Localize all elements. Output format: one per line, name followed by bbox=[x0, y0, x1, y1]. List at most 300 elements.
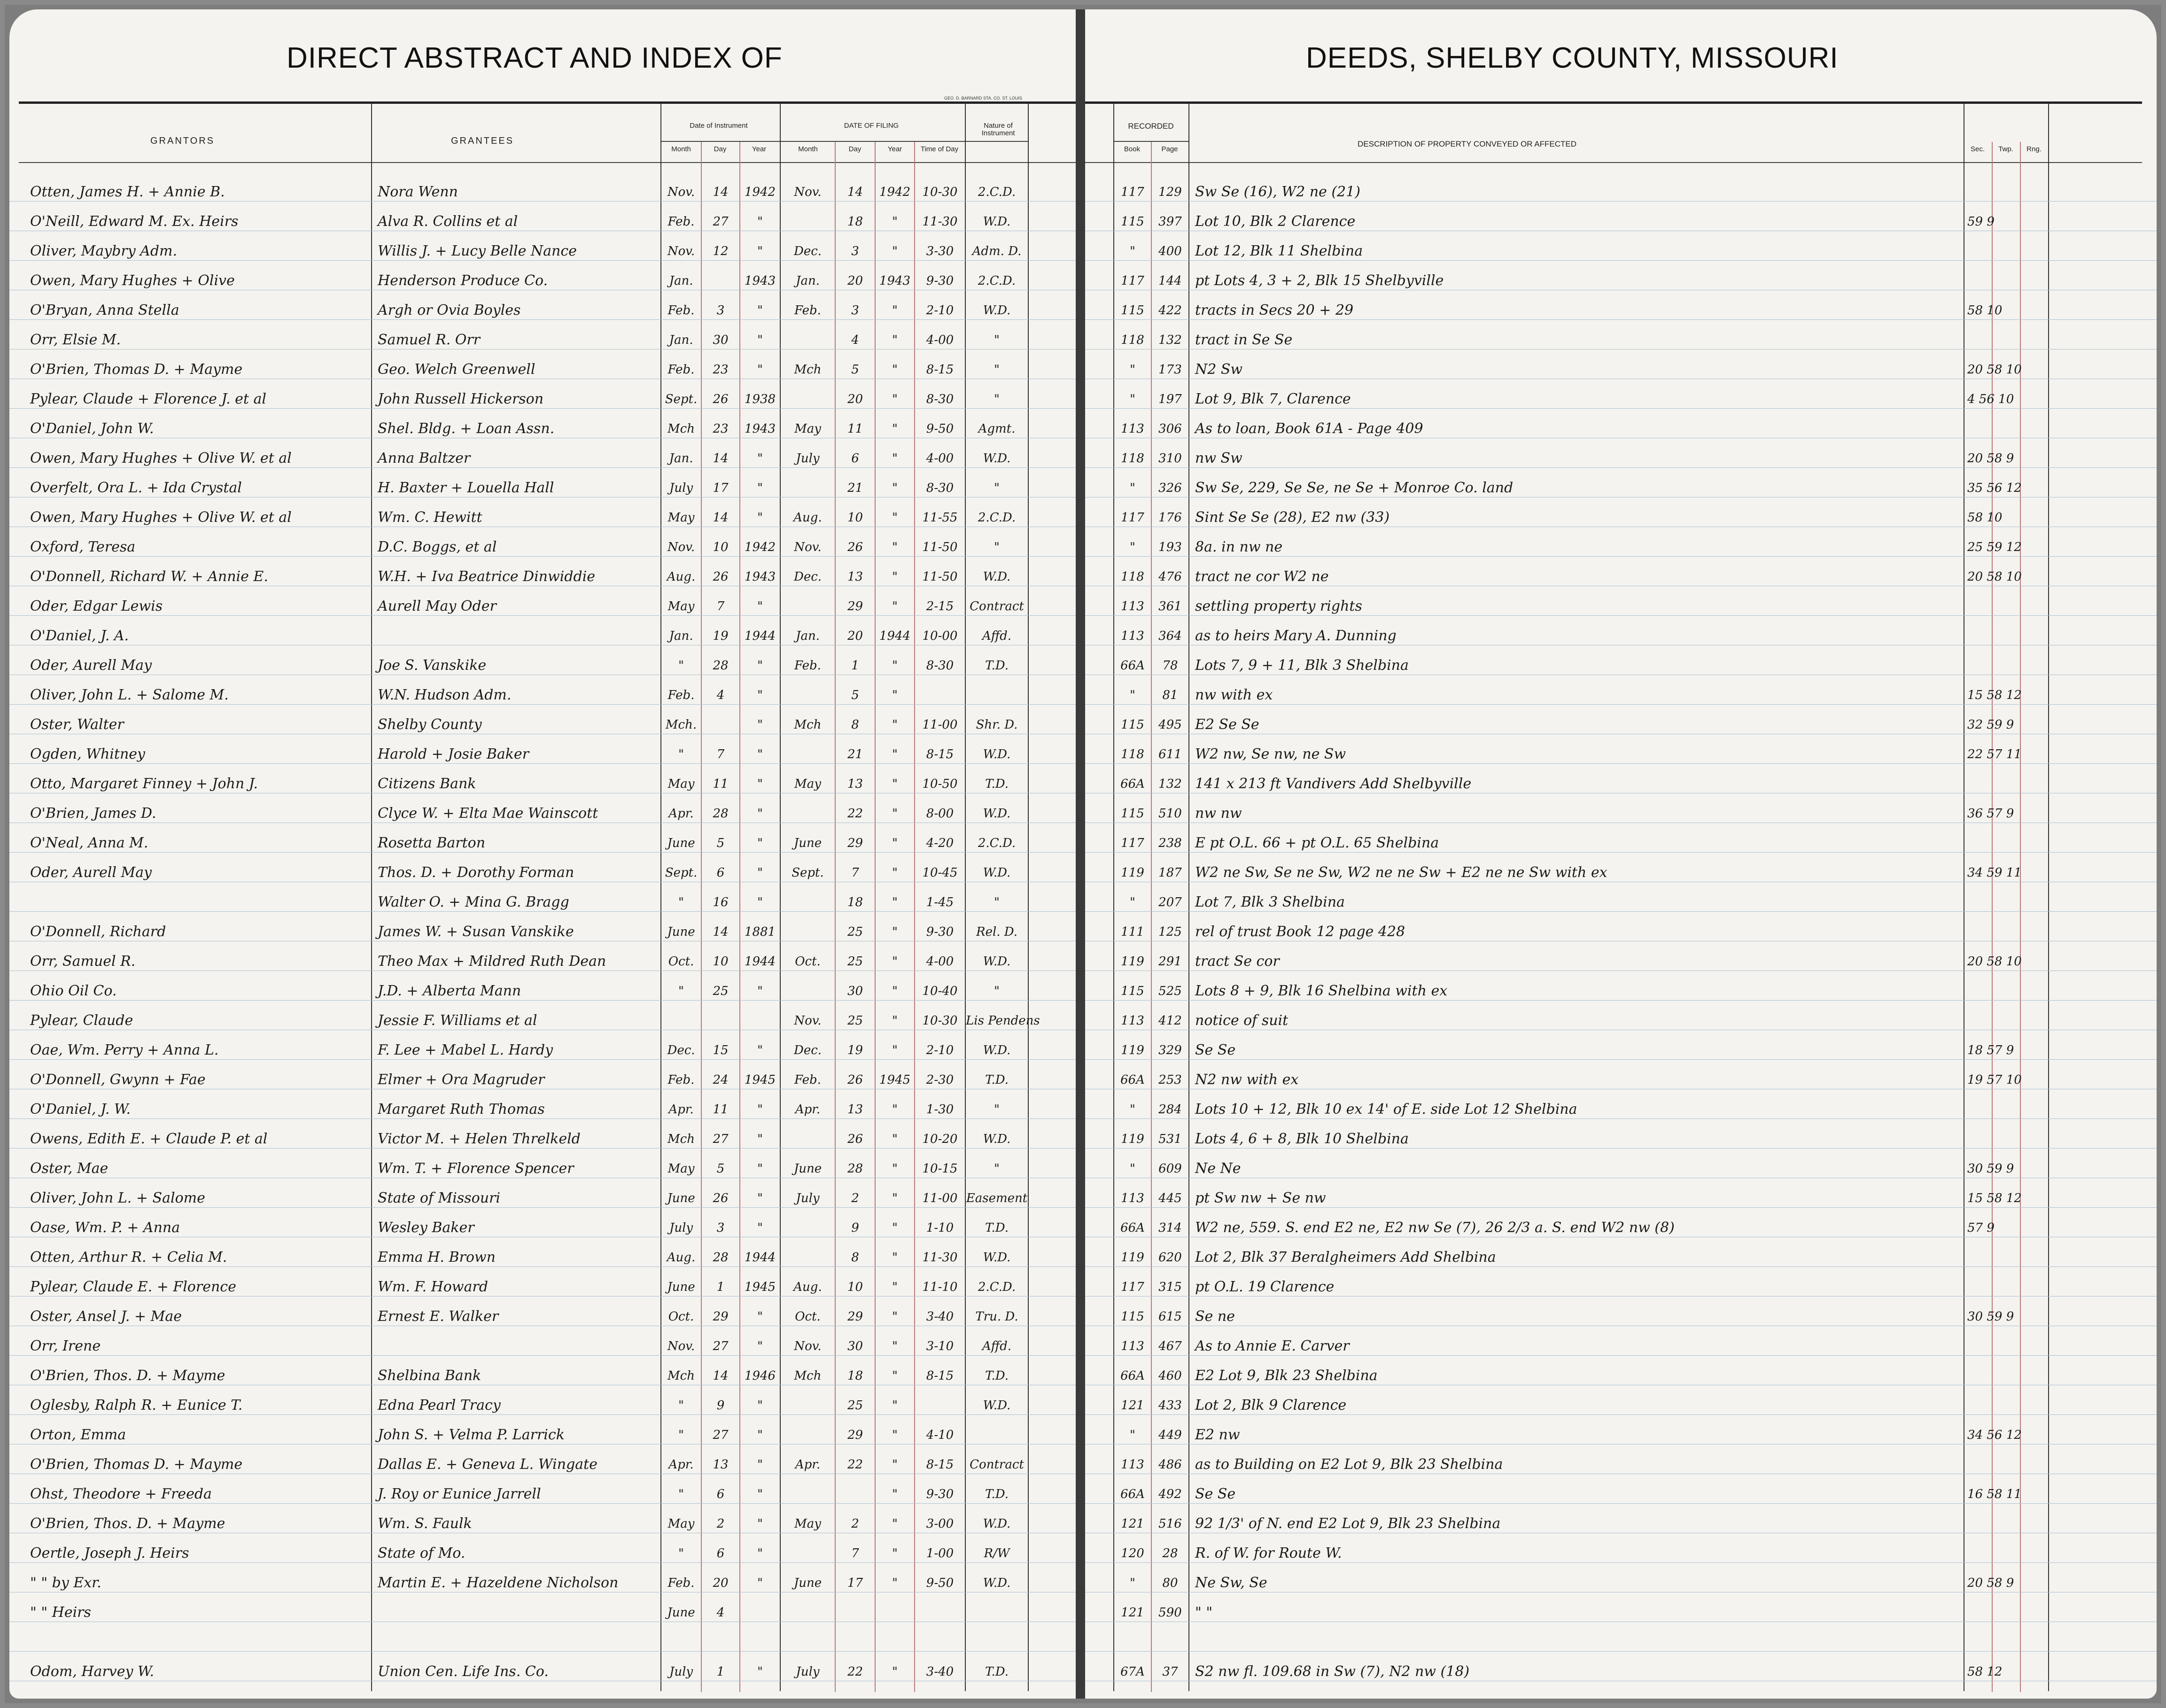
ledger-row bbox=[1085, 1308, 2157, 1326]
filing-month-cell bbox=[781, 982, 835, 1000]
instrument-year-cell: 1942 bbox=[744, 185, 776, 199]
sec-twp-rng-cell bbox=[1967, 1604, 2047, 1622]
instrument-month-cell: " bbox=[678, 1487, 684, 1501]
sec-twp-rng-cell bbox=[1967, 1278, 2047, 1296]
filing-month-cell bbox=[781, 479, 835, 497]
sec-twp-rng-cell: 58 10 bbox=[1967, 303, 2003, 318]
filing-month-cell bbox=[781, 745, 835, 763]
book-cell: 118 bbox=[1121, 570, 1144, 584]
filing-day-cell: 18 bbox=[847, 895, 863, 909]
filing-year-cell bbox=[876, 1633, 914, 1651]
instrument-year-cell: " bbox=[757, 659, 763, 673]
page-cell: 28 bbox=[1162, 1546, 1178, 1560]
instrument-day-cell: 26 bbox=[713, 392, 729, 406]
instrument-day-cell: 5 bbox=[716, 1162, 725, 1176]
instrument-year-cell: " bbox=[757, 718, 763, 732]
book-cell bbox=[1114, 1633, 1151, 1651]
instrument-year-cell: " bbox=[757, 747, 763, 761]
instrument-year-cell: " bbox=[757, 688, 763, 702]
filing-year-cell: " bbox=[892, 718, 898, 732]
sec-twp-rng-cell bbox=[1967, 1249, 2047, 1266]
instrument-month-cell: Nov. bbox=[667, 244, 695, 258]
page-cell: 193 bbox=[1158, 540, 1182, 554]
nature-of-instrument-cell: T.D. bbox=[985, 659, 1009, 673]
instrument-month-cell: June bbox=[667, 1191, 695, 1205]
grantee-cell: Victor M. + Helen Threlkeld bbox=[378, 1131, 581, 1147]
sec-twp-rng-cell bbox=[1967, 893, 2047, 911]
filing-day-cell: 26 bbox=[847, 1073, 863, 1087]
nature-of-instrument-cell: W.D. bbox=[983, 1398, 1011, 1413]
sec-twp-rng-cell bbox=[1967, 272, 2047, 290]
filing-month-cell: Oct. bbox=[795, 1310, 821, 1324]
ledger-row bbox=[9, 864, 1076, 882]
ledger-row bbox=[1085, 745, 2157, 764]
filing-day-cell: 3 bbox=[851, 303, 859, 318]
nature-of-instrument-cell: Adm. D. bbox=[972, 244, 1022, 258]
ledger-row bbox=[9, 302, 1076, 320]
book-cell: 66A bbox=[1120, 659, 1145, 673]
grantor-cell: Otto, Margaret Finney + John J. bbox=[30, 776, 258, 792]
ledger-row bbox=[1085, 390, 2157, 409]
grantee-cell bbox=[376, 1604, 660, 1622]
grantee-cell: Aurell May Oder bbox=[378, 598, 497, 614]
grantee-cell: John S. + Velma P. Larrick bbox=[378, 1427, 565, 1443]
grantor-cell: Oder, Aurell May bbox=[30, 657, 152, 674]
nature-of-instrument-cell: " bbox=[994, 333, 1000, 347]
filing-day-cell: 13 bbox=[847, 570, 863, 584]
ledger-row bbox=[1085, 213, 2157, 231]
page-cell: 486 bbox=[1158, 1458, 1182, 1472]
filing-year-cell: " bbox=[892, 747, 898, 761]
sec-twp-rng-cell: 30 59 9 bbox=[1967, 1162, 2014, 1176]
filing-year-cell: 1942 bbox=[879, 185, 911, 199]
description-cell: Se Se bbox=[1195, 1042, 1236, 1058]
time-of-day-cell: 10-00 bbox=[922, 629, 958, 643]
filing-month-cell: Dec. bbox=[793, 1043, 822, 1057]
filing-day-cell: 30 bbox=[847, 984, 863, 998]
instrument-day-cell: 24 bbox=[713, 1073, 729, 1087]
grantee-cell: Margaret Ruth Thomas bbox=[378, 1101, 545, 1118]
instrument-month-cell: Mch. bbox=[665, 718, 697, 732]
page-cell: 253 bbox=[1158, 1073, 1182, 1087]
filing-month-cell: Feb. bbox=[794, 303, 821, 318]
instrument-month-cell: May bbox=[668, 599, 695, 613]
instrument-day-cell: 4 bbox=[716, 1606, 725, 1620]
nature-of-instrument-cell: Lis Pendens bbox=[966, 1014, 1040, 1028]
nature-of-instrument-cell: T.D. bbox=[985, 777, 1009, 791]
instrument-day-cell: 25 bbox=[713, 984, 729, 998]
ledger-row bbox=[1085, 1041, 2157, 1060]
sec-twp-rng-cell: 22 57 11 bbox=[1967, 747, 2022, 761]
filing-month-cell bbox=[781, 390, 835, 408]
book-cell: " bbox=[1130, 1576, 1135, 1590]
grantor-cell: Orr, Elsie M. bbox=[30, 332, 121, 348]
time-of-day-cell: 4-10 bbox=[926, 1428, 954, 1442]
page-cell: 400 bbox=[1158, 244, 1182, 258]
grantor-cell: Ogden, Whitney bbox=[30, 746, 145, 762]
instrument-month-cell: June bbox=[667, 925, 695, 939]
time-of-day-cell: 11-50 bbox=[922, 570, 958, 584]
page-cell: 422 bbox=[1158, 303, 1182, 318]
instrument-year-cell: " bbox=[757, 1191, 763, 1205]
grantor-cell: Oder, Edgar Lewis bbox=[30, 598, 163, 614]
nature-of-instrument-cell: " bbox=[994, 984, 1000, 998]
instrument-year-cell: 1944 bbox=[744, 1250, 776, 1265]
filing-month-cell bbox=[781, 1249, 835, 1266]
time-of-day-cell bbox=[915, 1397, 965, 1414]
instrument-year-cell: " bbox=[757, 1043, 763, 1057]
instrument-year-cell: " bbox=[757, 1458, 763, 1472]
description-cell: Sw Se (16), W2 ne (21) bbox=[1195, 184, 1360, 200]
ledger-row bbox=[1085, 1337, 2157, 1356]
nature-of-instrument-cell: Affd. bbox=[982, 1339, 1012, 1353]
description-cell: rel of trust Book 12 page 428 bbox=[1195, 924, 1405, 940]
grantee-cell: State of Missouri bbox=[378, 1190, 500, 1206]
page-cell: 315 bbox=[1158, 1280, 1182, 1294]
instrument-day-cell: 15 bbox=[713, 1043, 729, 1057]
instrument-day-cell: 6 bbox=[716, 1487, 725, 1501]
nature-of-instrument-cell: W.D. bbox=[983, 1576, 1011, 1590]
instrument-year-cell: " bbox=[757, 511, 763, 525]
description-cell: tract ne cor W2 ne bbox=[1195, 568, 1329, 585]
ledger-row bbox=[9, 1397, 1076, 1415]
description-cell: 141 x 213 ft Vandivers Add Shelbyville bbox=[1195, 776, 1472, 792]
page-cell: 476 bbox=[1158, 570, 1182, 584]
filing-year-cell: " bbox=[892, 570, 898, 584]
instrument-month-cell: June bbox=[667, 1606, 695, 1620]
nature-of-instrument-cell: W.D. bbox=[983, 1043, 1011, 1057]
instrument-day-cell bbox=[702, 1012, 739, 1030]
page-cell: 449 bbox=[1158, 1428, 1182, 1442]
time-of-day-cell: 8-15 bbox=[926, 363, 954, 377]
description-cell: R. of W. for Route W. bbox=[1195, 1545, 1342, 1561]
ledger-row bbox=[1085, 1426, 2157, 1444]
instrument-year-cell: " bbox=[757, 1517, 763, 1531]
instrument-month-cell: Sept. bbox=[665, 392, 698, 406]
sec-twp-rng-cell: 58 12 bbox=[1967, 1665, 2003, 1679]
time-of-day-cell: 9-50 bbox=[926, 422, 954, 436]
grantor-cell: Oglesby, Ralph R. + Eunice T. bbox=[30, 1397, 243, 1413]
instrument-year-cell: " bbox=[757, 1398, 763, 1413]
twp-header: Twp. bbox=[1998, 145, 2013, 153]
grantee-cell: Theo Max + Mildred Ruth Dean bbox=[378, 953, 606, 970]
grantee-cell: Shelbina Bank bbox=[378, 1367, 481, 1384]
ledger-row bbox=[9, 598, 1076, 616]
instrument-month-cell: Feb. bbox=[668, 303, 695, 318]
sec-twp-rng-cell: 57 9 bbox=[1967, 1221, 1995, 1235]
description-cell: Se Se bbox=[1195, 1486, 1236, 1502]
instrument-month-cell: " bbox=[678, 747, 684, 761]
filing-month-cell bbox=[781, 1485, 835, 1503]
ledger-row bbox=[9, 1456, 1076, 1474]
filing-day-cell: 9 bbox=[851, 1221, 859, 1235]
time-of-day-cell: 11-30 bbox=[922, 1250, 958, 1265]
instrument-day-cell: 23 bbox=[713, 363, 729, 377]
page-cell: 80 bbox=[1162, 1576, 1178, 1590]
grantor-cell: Oliver, John L. + Salome bbox=[30, 1190, 205, 1206]
grantor-cell: O'Daniel, J. A. bbox=[30, 628, 129, 644]
filing-month-cell: Mch bbox=[794, 1369, 822, 1383]
instrument-year-cell: " bbox=[757, 303, 763, 318]
filing-day-cell: 26 bbox=[847, 540, 863, 554]
page-cell: 397 bbox=[1158, 215, 1182, 229]
grantor-cell: O'Daniel, J. W. bbox=[30, 1101, 131, 1118]
ledger-row bbox=[9, 1130, 1076, 1149]
ledger-row bbox=[9, 1160, 1076, 1178]
instrument-day-header: Day bbox=[714, 145, 727, 153]
sec-twp-rng-cell bbox=[1967, 834, 2047, 852]
book-cell: " bbox=[1130, 481, 1135, 495]
description-cell: E pt O.L. 66 + pt O.L. 65 Shelbina bbox=[1195, 835, 1439, 851]
grantor-cell: Pylear, Claude bbox=[30, 1012, 133, 1029]
instrument-day-cell: 3 bbox=[716, 303, 725, 318]
time-of-day-cell: 9-30 bbox=[926, 925, 954, 939]
filing-day-cell: 4 bbox=[851, 333, 859, 347]
instrument-day-cell: 11 bbox=[713, 777, 729, 791]
page-cell: 132 bbox=[1158, 333, 1182, 347]
time-of-day-cell: 3-40 bbox=[926, 1310, 954, 1324]
nature-of-instrument-cell: 2.C.D. bbox=[978, 185, 1016, 199]
grantee-cell: Willis J. + Lucy Belle Nance bbox=[378, 243, 577, 259]
grantee-cell: Henderson Produce Co. bbox=[378, 272, 548, 289]
right-ledger-page bbox=[1085, 9, 2157, 1699]
ledger-row bbox=[1085, 1101, 2157, 1119]
grantee-cell: Clyce W. + Elta Mae Wainscott bbox=[378, 805, 598, 822]
filing-month-cell bbox=[781, 1397, 835, 1414]
instrument-year-cell: " bbox=[757, 1339, 763, 1353]
nature-of-instrument-cell: Agmt. bbox=[978, 422, 1016, 436]
ledger-row bbox=[1085, 1012, 2157, 1030]
filing-day-cell: 3 bbox=[851, 244, 859, 258]
filing-day-cell: 8 bbox=[851, 718, 859, 732]
grantor-cell: Oxford, Teresa bbox=[30, 539, 136, 555]
filing-month-cell: July bbox=[796, 451, 820, 466]
instrument-day-cell: 19 bbox=[713, 629, 729, 643]
right-page-title: DEEDS, SHELBY COUNTY, MISSOURI bbox=[1306, 42, 1839, 74]
grantee-cell: Elmer + Ora Magruder bbox=[378, 1071, 545, 1088]
description-cell: Lot 10, Blk 2 Clarence bbox=[1195, 213, 1356, 230]
instrument-day-cell: 1 bbox=[716, 1280, 725, 1294]
ledger-row bbox=[9, 450, 1076, 468]
filing-year-cell: " bbox=[892, 511, 898, 525]
time-of-day-cell: 10-50 bbox=[922, 777, 958, 791]
grantee-cell: Jessie F. Williams et al bbox=[378, 1012, 537, 1029]
book-cell: 120 bbox=[1121, 1546, 1144, 1560]
filing-month-cell: Oct. bbox=[795, 955, 821, 969]
instrument-month-cell: July bbox=[669, 1221, 693, 1235]
time-of-day-cell: 2-15 bbox=[926, 599, 954, 613]
grantee-cell: Wesley Baker bbox=[378, 1219, 474, 1236]
filing-day-cell bbox=[836, 1485, 875, 1503]
filing-day-cell: 25 bbox=[847, 955, 863, 969]
time-of-day-cell: 8-15 bbox=[926, 1369, 954, 1383]
time-of-day-cell: 11-00 bbox=[922, 1191, 958, 1205]
time-of-day-cell: 1-00 bbox=[926, 1546, 954, 1560]
nature-of-instrument-cell: W.D. bbox=[983, 570, 1011, 584]
book-cell: 115 bbox=[1121, 984, 1144, 998]
description-cell bbox=[1193, 1633, 1961, 1651]
sec-twp-rng-cell: 20 58 9 bbox=[1967, 451, 2014, 466]
time-of-day-cell: 3-00 bbox=[926, 1517, 954, 1531]
filing-month-cell: Sept. bbox=[792, 866, 824, 880]
grantor-cell: O'Donnell, Gwynn + Fae bbox=[30, 1071, 206, 1088]
filing-year-cell: " bbox=[892, 1487, 898, 1501]
sec-twp-rng-cell bbox=[1967, 1633, 2047, 1651]
description-cell: tracts in Secs 20 + 29 bbox=[1195, 302, 1354, 318]
instrument-month-cell: Apr. bbox=[668, 1102, 694, 1117]
filing-day-cell: 30 bbox=[847, 1339, 863, 1353]
instrument-month-cell: Feb. bbox=[668, 1073, 695, 1087]
grantor-cell: Owen, Mary Hughes + Olive bbox=[30, 272, 235, 289]
filing-month-cell bbox=[781, 1633, 835, 1651]
instrument-year-cell: " bbox=[757, 895, 763, 909]
left-header-rule bbox=[19, 101, 1076, 104]
ledger-row bbox=[9, 686, 1076, 705]
grantee-cell: Alva R. Collins et al bbox=[378, 213, 518, 230]
ledger-row bbox=[9, 1337, 1076, 1356]
ledger-row bbox=[9, 390, 1076, 409]
book-header: Book bbox=[1124, 145, 1141, 153]
page-cell: 291 bbox=[1158, 955, 1182, 969]
filing-year-cell: " bbox=[892, 1221, 898, 1235]
book-cell: " bbox=[1130, 363, 1135, 377]
description-cell: pt Sw nw + Se nw bbox=[1195, 1190, 1326, 1206]
time-of-day-cell: 3-10 bbox=[926, 1339, 954, 1353]
instrument-day-cell: 9 bbox=[716, 1398, 725, 1413]
grantee-cell: Shelby County bbox=[378, 716, 482, 733]
instrument-day-cell: 12 bbox=[713, 244, 729, 258]
sec-header: Sec. bbox=[1970, 145, 1985, 153]
nature-of-instrument-cell: Affd. bbox=[982, 629, 1012, 643]
book-cell: 113 bbox=[1121, 629, 1144, 643]
nature-of-instrument-cell: " bbox=[994, 895, 1000, 909]
instrument-month-cell: " bbox=[678, 659, 684, 673]
instrument-year-header: Year bbox=[752, 145, 767, 153]
time-of-day-cell: 10-30 bbox=[922, 1014, 958, 1028]
grantors-header: GRANTORS bbox=[150, 136, 215, 146]
grantee-cell: Rosetta Barton bbox=[378, 835, 486, 851]
description-cell: Ne Ne bbox=[1195, 1160, 1241, 1177]
filing-day-cell: 13 bbox=[847, 777, 863, 791]
filing-day-cell: 29 bbox=[847, 599, 863, 613]
page-cell: 284 bbox=[1158, 1102, 1182, 1117]
book-cell: 111 bbox=[1121, 925, 1144, 939]
time-of-day-cell: 8-15 bbox=[926, 747, 954, 761]
sec-twp-rng-cell: 34 56 12 bbox=[1967, 1428, 2022, 1442]
grantor-cell: Ohst, Theodore + Freeda bbox=[30, 1486, 212, 1502]
ledger-row bbox=[9, 834, 1076, 853]
ledger-row bbox=[9, 1485, 1076, 1504]
sec-twp-rng-cell bbox=[1967, 1130, 2047, 1148]
grantor-cell: Pylear, Claude E. + Florence bbox=[30, 1279, 236, 1295]
description-cell: E2 nw bbox=[1195, 1427, 1240, 1443]
sec-twp-rng-cell: 35 56 12 bbox=[1967, 481, 2022, 495]
book-cell: 113 bbox=[1121, 1014, 1144, 1028]
filing-month-cell bbox=[781, 686, 835, 704]
description-cell: tract Se cor bbox=[1195, 953, 1280, 970]
recorded-header: RECORDED bbox=[1128, 122, 1174, 131]
ledger-row bbox=[1085, 1189, 2157, 1208]
ledger-row bbox=[1085, 1130, 2157, 1149]
book-cell: 119 bbox=[1121, 1250, 1144, 1265]
instrument-day-cell: 3 bbox=[716, 1221, 725, 1235]
sec-twp-rng-cell bbox=[1967, 1456, 2047, 1474]
nature-of-instrument-cell bbox=[966, 1633, 1028, 1651]
sec-twp-rng-cell bbox=[1967, 598, 2047, 615]
description-cell: Lot 12, Blk 11 Shelbina bbox=[1195, 243, 1363, 259]
time-of-day-cell: 4-00 bbox=[926, 955, 954, 969]
instrument-month-cell: May bbox=[668, 511, 695, 525]
filing-month-cell bbox=[781, 893, 835, 911]
page-cell: 238 bbox=[1158, 836, 1182, 850]
instrument-month-cell bbox=[661, 1633, 701, 1651]
ledger-row bbox=[9, 1308, 1076, 1326]
book-cell: 67A bbox=[1120, 1665, 1145, 1679]
instrument-month-cell: Jan. bbox=[669, 451, 693, 466]
ledger-row bbox=[1085, 1545, 2157, 1563]
filing-year-cell: " bbox=[892, 777, 898, 791]
filing-month-cell bbox=[781, 923, 835, 941]
description-cell: nw Sw bbox=[1195, 450, 1242, 466]
instrument-month-cell: Dec. bbox=[667, 1043, 695, 1057]
nature-of-instrument-cell: T.D. bbox=[985, 1369, 1009, 1383]
filing-day-cell: 19 bbox=[847, 1043, 863, 1057]
instrument-day-cell: 17 bbox=[713, 481, 729, 495]
time-of-day-cell bbox=[915, 686, 965, 704]
time-of-day-cell: 4-20 bbox=[926, 836, 954, 850]
grantee-cell: J. Roy or Eunice Jarrell bbox=[378, 1486, 541, 1502]
page-cell: 609 bbox=[1158, 1162, 1182, 1176]
sec-twp-rng-cell bbox=[1967, 1337, 2047, 1355]
instrument-month-cell: Apr. bbox=[668, 807, 694, 821]
instrument-month-cell: Jan. bbox=[669, 274, 693, 288]
nature-of-instrument-cell: " bbox=[994, 540, 1000, 554]
instrument-month-cell: " bbox=[678, 895, 684, 909]
ledger-row bbox=[9, 1545, 1076, 1563]
filing-day-cell: 2 bbox=[851, 1191, 859, 1205]
nature-of-instrument-cell: " bbox=[994, 1102, 1000, 1117]
grantee-cell: Edna Pearl Tracy bbox=[378, 1397, 501, 1413]
ledger-row bbox=[9, 982, 1076, 1001]
filing-day-cell: 22 bbox=[847, 807, 863, 821]
filing-day-cell: 17 bbox=[847, 1576, 863, 1590]
nature-of-instrument-cell: R/W bbox=[984, 1546, 1010, 1560]
filing-day-cell: 11 bbox=[847, 422, 863, 436]
instrument-year-cell: 1881 bbox=[744, 925, 776, 939]
filing-day-cell: 21 bbox=[847, 747, 863, 761]
book-cell: " bbox=[1130, 540, 1135, 554]
instrument-month-cell: Feb. bbox=[668, 688, 695, 702]
nature-of-instrument-cell: 2.C.D. bbox=[978, 836, 1016, 850]
instrument-month-cell: " bbox=[678, 984, 684, 998]
ledger-row bbox=[1085, 1485, 2157, 1504]
filing-month-cell: Mch bbox=[794, 363, 822, 377]
sec-twp-rng-cell: 16 58 11 bbox=[1967, 1487, 2022, 1501]
instrument-day-cell: 28 bbox=[713, 807, 729, 821]
grantor-cell: Overfelt, Ora L. + Ida Crystal bbox=[30, 480, 242, 496]
instrument-year-cell: " bbox=[757, 777, 763, 791]
instrument-day-cell: 10 bbox=[713, 955, 729, 969]
ledger-row bbox=[9, 538, 1076, 557]
grantor-cell: Oliver, John L. + Salome M. bbox=[30, 687, 229, 703]
sec-twp-rng-cell: 15 58 12 bbox=[1967, 1191, 2022, 1205]
filing-year-cell: " bbox=[892, 1665, 898, 1679]
book-cell: 117 bbox=[1121, 511, 1144, 525]
ledger-row bbox=[9, 1574, 1076, 1592]
filing-year-cell: " bbox=[892, 925, 898, 939]
filing-month-cell bbox=[781, 1545, 835, 1562]
ledger-row bbox=[1085, 1397, 2157, 1415]
